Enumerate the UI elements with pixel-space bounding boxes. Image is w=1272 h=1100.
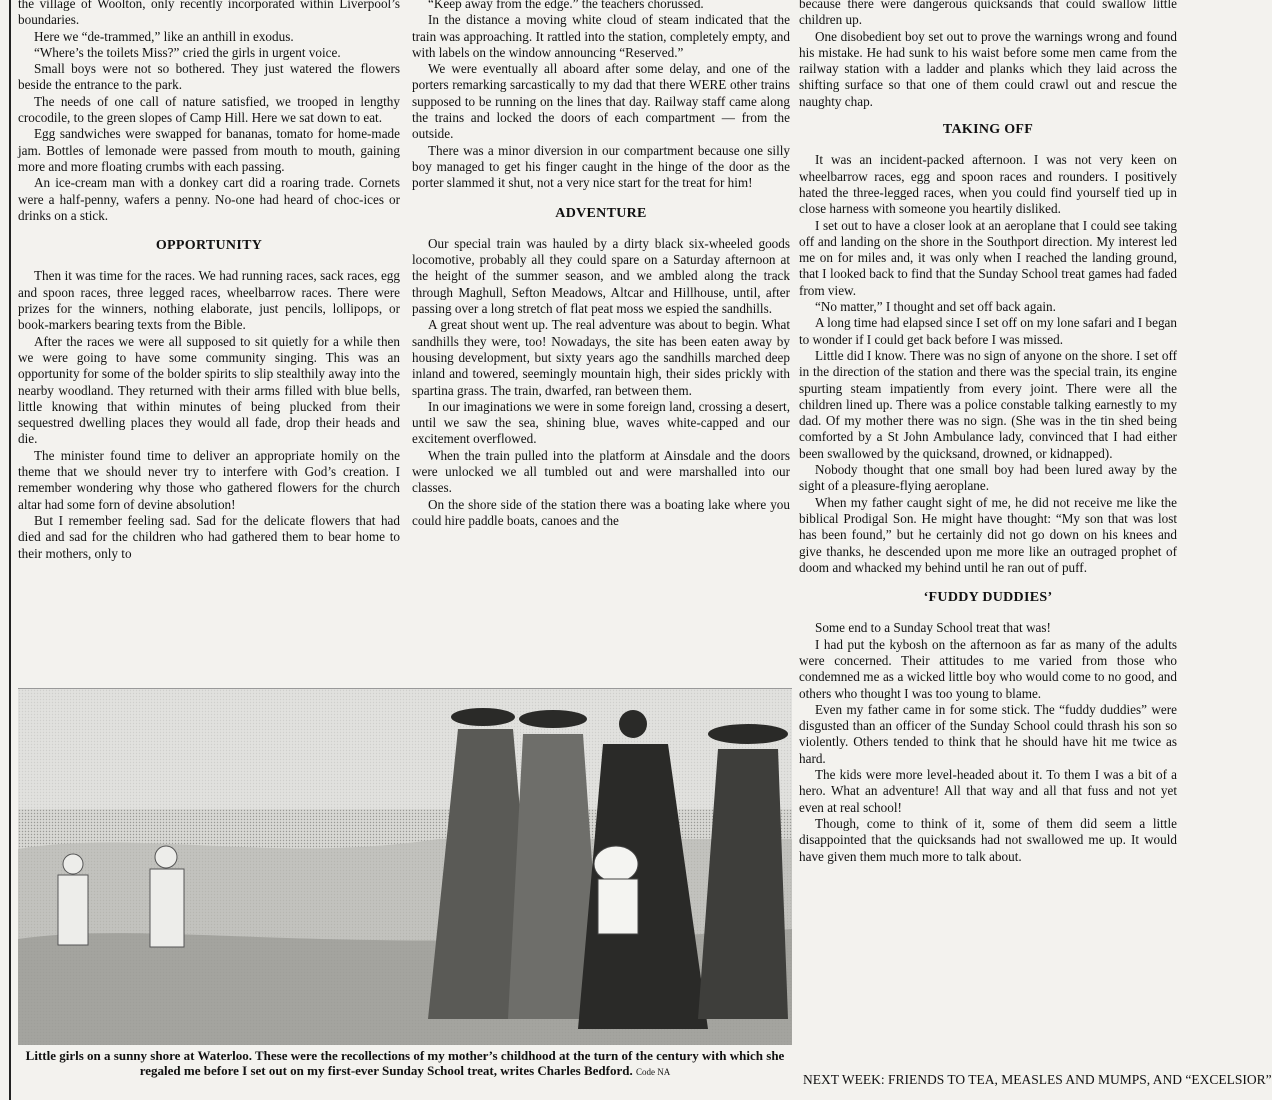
paragraph: Though, come to think of it, some of them did seem a little disappointed that the quicksands had not swallowed me up. It would have given them much more to talk about. xyxy=(799,815,1177,864)
subheading-taking-off: TAKING OFF xyxy=(942,122,1034,138)
caption-code: Code NA xyxy=(635,1067,671,1077)
photo-caption xyxy=(18,1048,792,1080)
paragraph: Small boys were not so bothered. They just watered the flowers beside the entrance to the park. xyxy=(18,61,400,93)
paragraph: One disobedient boy set out to prove the warnings wrong and found his mistake. He had sunk to his waist before some men came from the railway station with a ladder and planks which they laid across the shifting surface so that one of them could crawl out and rescue the naughty chap. xyxy=(799,28,1177,109)
paragraph: After the races we were all supposed to sit quietly for a while then we were going to have some community singing. This was an opportunity for some of the bolder spirits to slip stealthily away into the nearby woodland. They returned with their arms filled with blue bells, little knowing that within minutes of being plucked from their sequestred dwelling places they would all fade, drop their heads and die. xyxy=(18,333,400,447)
photo-illustration xyxy=(18,689,792,1045)
subheading-fuddy-duddies: ‘FUDDY DUDDIES’ xyxy=(923,590,1053,606)
paragraph: A long time had elapsed since I set off on my lone safari and I began to wonder if I could get back before I was missed. xyxy=(799,315,1177,347)
paragraph: I set out to have a closer look at an aeroplane that I could see taking off and landing on the shore in the Southport direction. My interest led me on for miles and, it was only when I reached the landing ground, that I looked back to find that the Sunday School treat games had faded from view. xyxy=(799,217,1177,298)
paragraph: I had put the kybosh on the afternoon as far as many of the adults were concerned. Their attitudes to me varied from those who condemned me as a wicked little boy who would come to no good, and others who thought I was too young to blame. xyxy=(799,636,1177,701)
paragraph: “Keep away from the edge.” the teachers chorussed. xyxy=(428,0,704,11)
paragraph: But I remember feeling sad. Sad for the delicate flowers that had died and sad for the children who had gathered them to bear home to their mothers, only to xyxy=(18,512,400,561)
paragraph: When the train pulled into the platform at Ainsdale and the doors were unlocked we all tumbled out and were marshalled into our classes. xyxy=(412,447,790,496)
paragraph: Little did I know. There was no sign of anyone on the shore. I set off in the direction of the station and there was the special train, its engine spurting steam impatiently from every joint. There were all the children lined up. There was a police constable talking earnestly to my dad. Of my mother there was no sign. (She was in the tin shed being comforted by a St John Ambulance lady, convinced that I had either been swallowed by the quicksand, drowned, or kidnapped). xyxy=(799,347,1177,461)
column-2-bottom-text xyxy=(412,236,790,529)
paragraph: Even my father came in for some stick. The “fuddy duddies” were disgusted than an officer of the Sunday School could thrash his son so violently. Others tended to think that he should have hit me twice as hard. xyxy=(799,701,1177,766)
paragraph: The kids were more level-headed about it. To them I was a bit of a hero. What an adventure! All that way and all that fuss and not yet even at real school! xyxy=(799,767,1177,815)
paragraph: Our special train was hauled by a dirty black six-wheeled goods locomotive, probably all they could spare on a Saturday afternoon at the height of the summer season, and we ambled along the track through Maghull, Sefton Meadows, Altcar and Hillhouse, until, after passing over a long stretch of flat peat moss we espied the sandhills. xyxy=(412,235,790,317)
column-1-top-text xyxy=(18,0,400,224)
paragraph: We were eventually all aboard after some delay, and one of the porters remarking sarcastically to my dad that there WERE other trains supposed to be running on the lines that day. Railway staff came along the trains and locked the doors of each compartment — from the outside. xyxy=(412,61,790,142)
column-rule xyxy=(9,0,11,1100)
paragraph: Egg sandwiches were swapped for bananas, tomato for home-made jam. Bottles of lemonade were passed from mouth to mouth, gaining more and more floating crumbs with each passing. xyxy=(18,126,400,174)
paragraph: Some end to a Sunday School treat that was! xyxy=(815,620,1051,636)
column-3-bottom-text xyxy=(799,620,1177,864)
column-2-top-text xyxy=(412,0,790,192)
paragraph: It was an incident-packed afternoon. I was not very keen on wheelbarrow races, egg and spoon races and rounders. I positively hated the three-legged races, when you could find yourself tied up in close harness with someone you heartily disliked. xyxy=(799,152,1177,217)
column-3-top-text xyxy=(799,0,1177,110)
paragraph: On the shore side of the station there was a boating lake where you could hire paddle boats, canoes and the xyxy=(412,496,790,528)
column-1-bottom-text xyxy=(18,268,400,561)
next-week-teaser: NEXT WEEK: FRIENDS TO TEA, MEASLES AND MUMPS, AND “EXCELSIOR” xyxy=(803,1072,1272,1087)
article-column-3 xyxy=(799,0,1177,865)
paragraph: Then it was time for the races. We had running races, sack races, egg and spoon races, three legged races, wheelbarrow races. There were prizes for the winners, nothing elaborate, just pencils, lollipops, or book-markers bearing texts from the Bible. xyxy=(18,268,400,333)
archive-photo xyxy=(18,688,792,1045)
paragraph: When my father caught sight of me, he did not receive me like the biblical Prodigal Son. He might have thought: “My son that was lost has been found,” but he certainly did not go down on his knees and give thanks, he descended upon me more like an outraged prophet of doom and whacked my behind until he ran out of puff. xyxy=(799,494,1177,575)
paragraph: Nobody thought that one small boy had been lured away by the sight of a pleasure-flying aeroplane. xyxy=(799,462,1177,494)
article-column-1 xyxy=(18,0,400,562)
paragraph: “No matter,” I thought and set off back again. xyxy=(815,299,1056,315)
paragraph: because there were dangerous quicksands that could swallow little children up. xyxy=(799,0,1177,28)
subheading-opportunity: OPPORTUNITY xyxy=(155,238,263,254)
paragraph: The needs of one call of nature satisfied, we trooped in lengthy crocodile, to the green slopes of Camp Hill. Here we sat down to eat. xyxy=(18,93,400,126)
paragraph: In the distance a moving white cloud of steam indicated that the train was approaching. It rattled into the station, completely empty, and with labels on the window announcing “Reserved.” xyxy=(412,12,790,60)
paragraph: the village of Woolton, only recently incorporated within Liverpool’s boundaries. xyxy=(18,0,400,28)
caption-text: Little girls on a sunny shore at Waterloo. These were the recollections of my mother’s childhood at the turn of the century with which she regaled me before I set out on my first-ever Sunday School treat, writes Charles Bedford. xyxy=(25,1048,785,1078)
column-3-middle-text xyxy=(799,152,1177,576)
paragraph: There was a minor diversion in our compartment because one silly boy managed to get his finger caught in the hinge of the door as the porter slammed it shut, not a very nice start for the treat for him! xyxy=(412,142,790,191)
paragraph: An ice-cream man with a donkey cart did a roaring trade. Cornets were a half-penny, wafers a penny. No-one had heard of choc-ices or drinks on a stick. xyxy=(18,175,400,223)
paragraph: A great shout went up. The real adventure was about to begin. What sandhills they were, too! Nowadays, the site has been eaten away by housing development, but sixty years ago the sandhills marched deep inland and towered, seemingly mountain high, their sides prickly with spartina grass. The train, dwarfed, ran between them. xyxy=(412,317,790,398)
subheading-adventure: ADVENTURE xyxy=(555,205,647,221)
paragraph: “Where’s the toilets Miss?” cried the girls in urgent voice. xyxy=(34,44,341,60)
article-column-2 xyxy=(412,0,790,529)
paragraph: In our imaginations we were in some foreign land, crossing a desert, until we saw the sea, shining blue, waves white-capped and our excitement overflowed. xyxy=(412,398,790,447)
paragraph: Here we “de-trammed,” like an anthill in exodus. xyxy=(34,28,294,44)
paragraph: The minister found time to deliver an appropriate homily on the theme that we should never try to interfere with God’s creation. I remember wondering why those who gathered flowers for the church altar had some forn of devine absolution! xyxy=(18,447,400,512)
